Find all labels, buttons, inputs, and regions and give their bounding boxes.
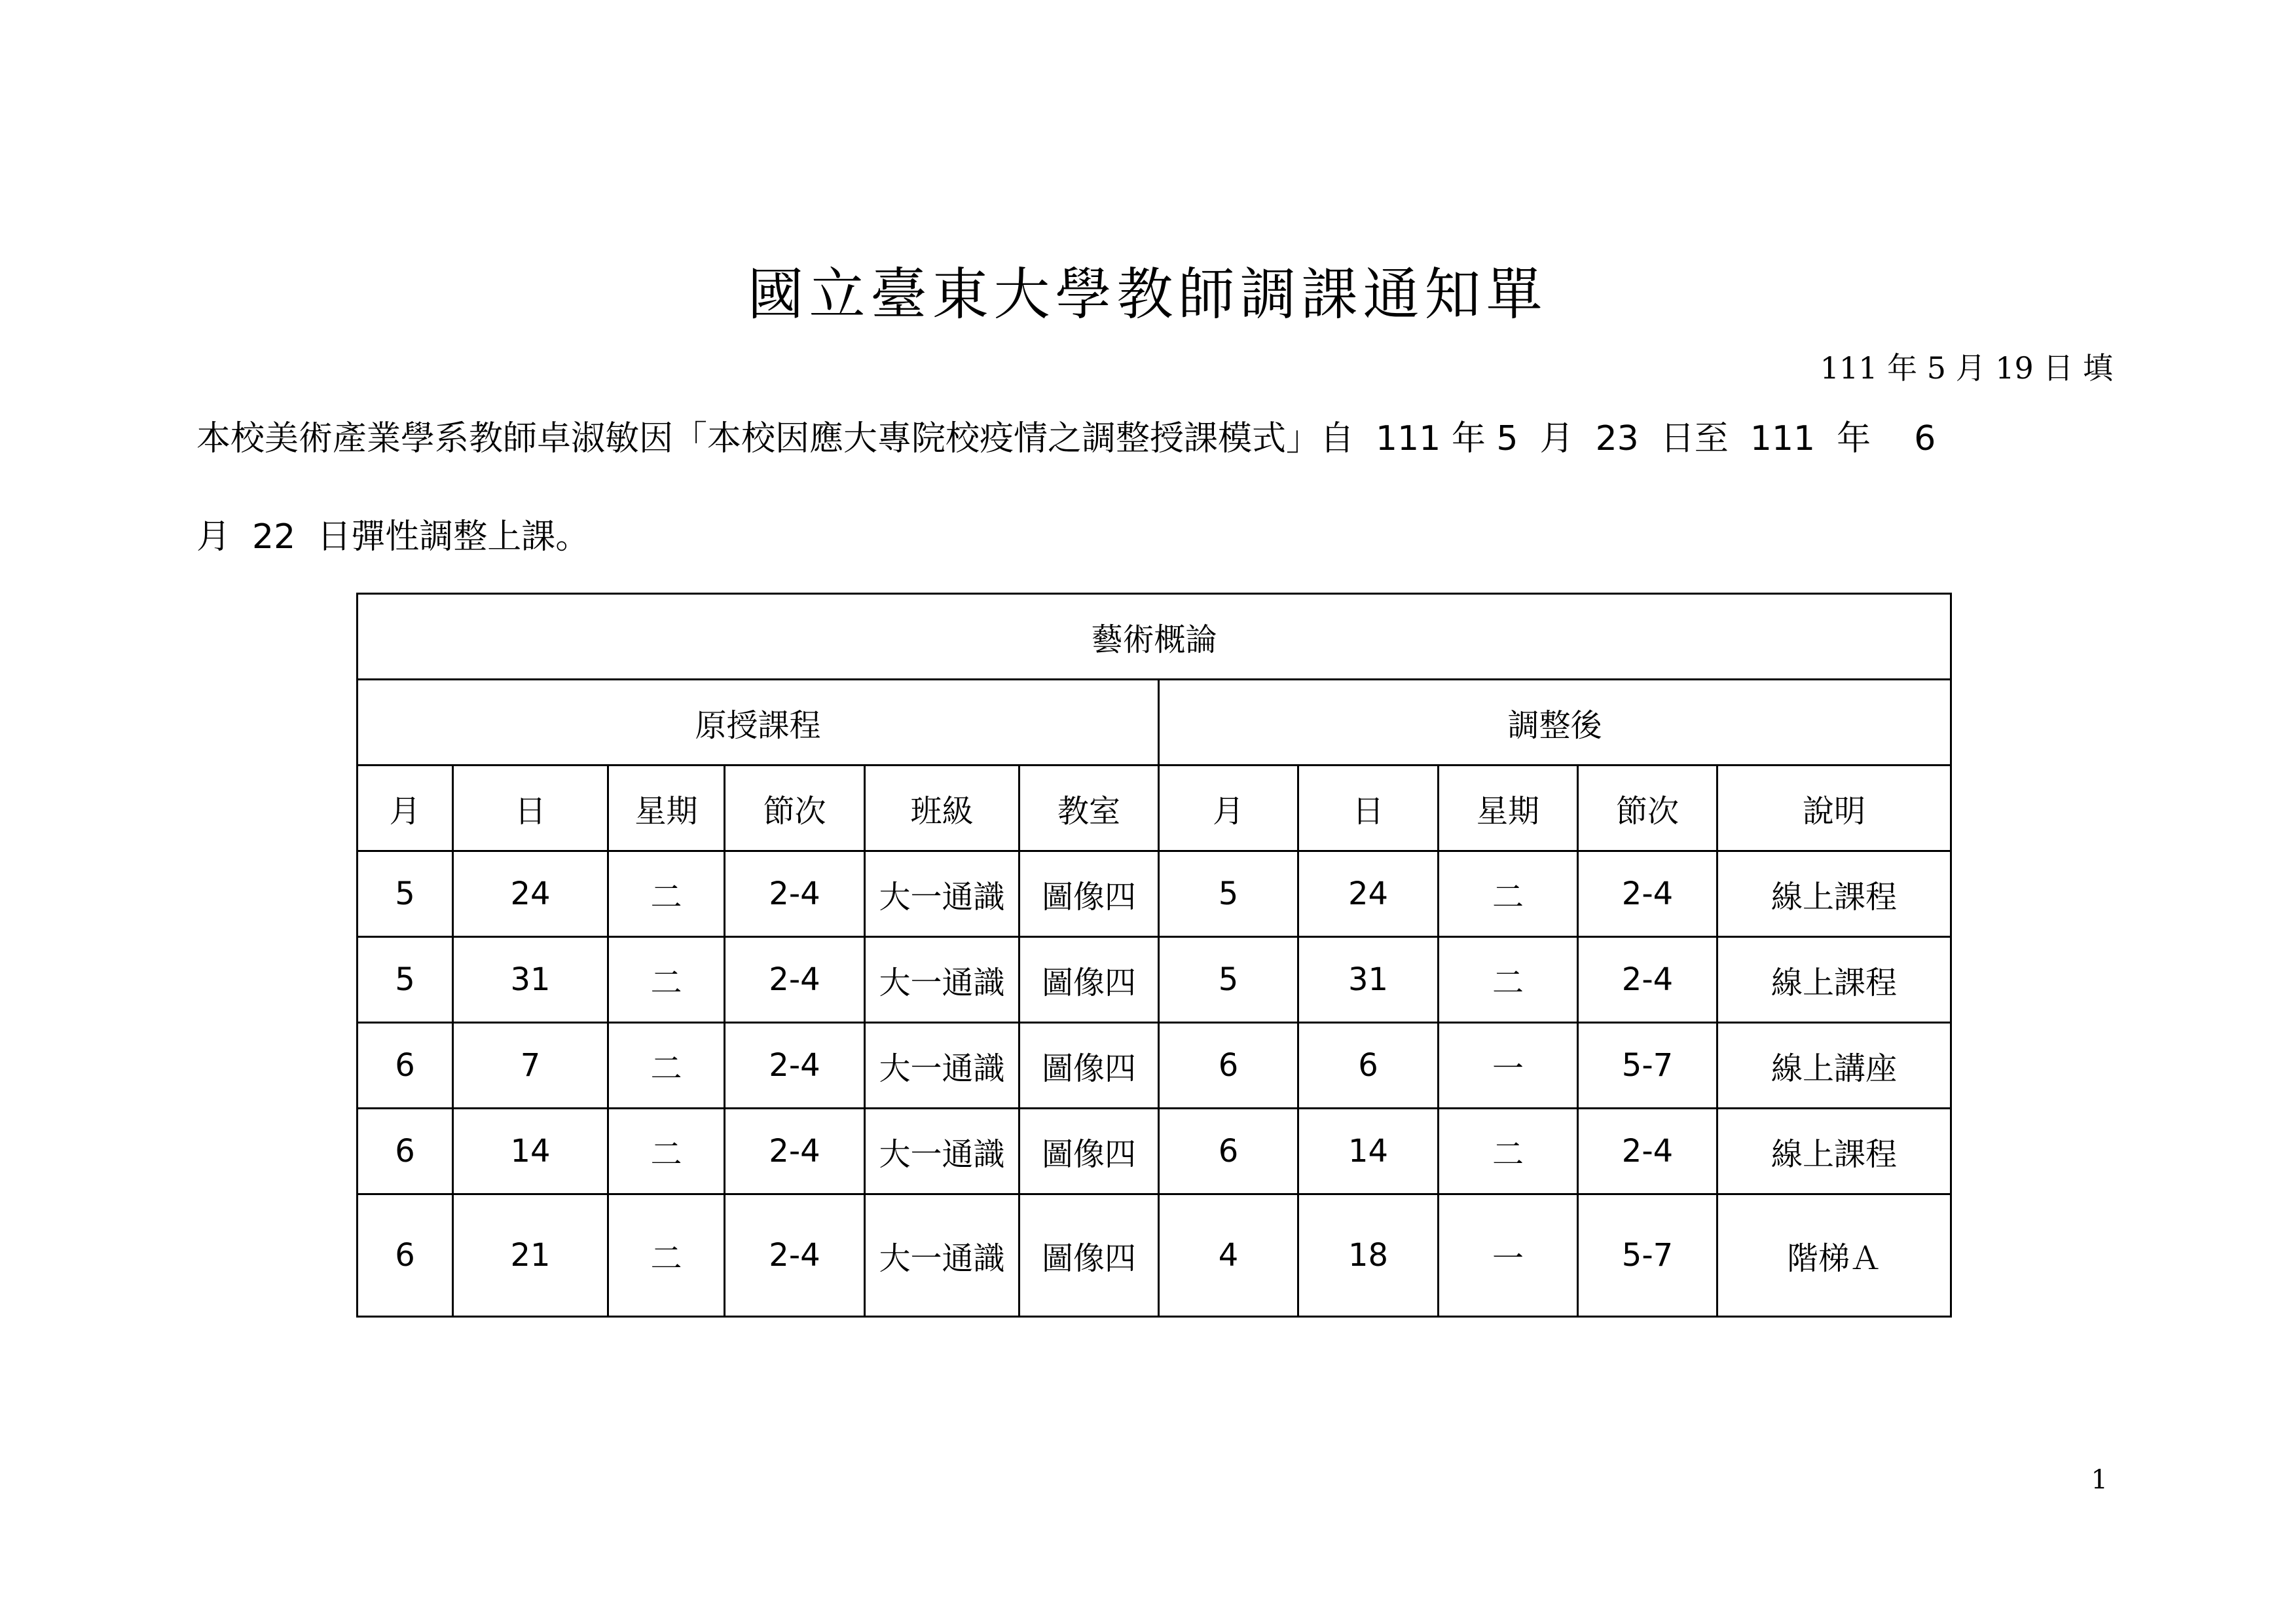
table-cell: 二 xyxy=(1439,937,1578,1023)
table-cell: 31 xyxy=(1298,937,1439,1023)
table-cell: 18 xyxy=(1298,1194,1439,1317)
table-cell: 2-4 xyxy=(1578,851,1717,937)
column-header: 節次 xyxy=(725,766,865,851)
table-cell: 2-4 xyxy=(725,1023,865,1109)
table-cell: 5 xyxy=(358,851,453,937)
table-cell: 二 xyxy=(608,937,725,1023)
table-row xyxy=(358,937,1951,1023)
table-cell: 14 xyxy=(453,1109,608,1194)
column-header: 星期 xyxy=(608,766,725,851)
table-row xyxy=(358,851,1951,937)
table-cell: 6 xyxy=(1298,1023,1439,1109)
table-cell: 一 xyxy=(1439,1194,1578,1317)
table-row xyxy=(358,1194,1951,1317)
table-cell: 5 xyxy=(1159,851,1298,937)
table-row xyxy=(358,1109,1951,1194)
table-cell: 6 xyxy=(358,1194,453,1317)
column-header: 星期 xyxy=(1439,766,1578,851)
table-cell: 二 xyxy=(608,1194,725,1317)
table-cell: 5 xyxy=(1159,937,1298,1023)
table-cell: 2-4 xyxy=(725,937,865,1023)
table-cell: 5-7 xyxy=(1578,1194,1717,1317)
table-cell: 2-4 xyxy=(725,1194,865,1317)
table-cell: 大一通識 xyxy=(865,1194,1019,1317)
column-header: 教室 xyxy=(1019,766,1159,851)
page-number: 1 xyxy=(2091,1465,2108,1495)
table-cell: 6 xyxy=(358,1109,453,1194)
column-header: 說明 xyxy=(1717,766,1951,851)
table-cell: 線上講座 xyxy=(1717,1023,1951,1109)
table-cell: 一 xyxy=(1439,1023,1578,1109)
table-cell: 2-4 xyxy=(1578,1109,1717,1194)
column-header: 節次 xyxy=(1578,766,1717,851)
table-cell: 二 xyxy=(1439,1109,1578,1194)
table-cell: 4 xyxy=(1159,1194,1298,1317)
table-cell: 圖像四 xyxy=(1019,1109,1159,1194)
table-cell: 大一通識 xyxy=(865,1109,1019,1194)
table-cell: 大一通識 xyxy=(865,1023,1019,1109)
adjusted-course-header: 調整後 xyxy=(1159,680,1951,766)
table-cell: 24 xyxy=(1298,851,1439,937)
table-cell: 二 xyxy=(608,851,725,937)
original-course-header: 原授課程 xyxy=(358,680,1159,766)
course-name-row xyxy=(358,594,1951,680)
table-cell: 14 xyxy=(1298,1109,1439,1194)
table-cell: 線上課程 xyxy=(1717,851,1951,937)
table-cell: 31 xyxy=(453,937,608,1023)
column-header: 日 xyxy=(1298,766,1439,851)
table-cell: 階梯Ａ xyxy=(1717,1194,1951,1317)
table-cell: 2-4 xyxy=(725,1109,865,1194)
table-cell: 二 xyxy=(608,1023,725,1109)
table-cell: 二 xyxy=(1439,851,1578,937)
table-cell: 圖像四 xyxy=(1019,1023,1159,1109)
table-cell: 大一通識 xyxy=(865,937,1019,1023)
table-cell: 6 xyxy=(1159,1109,1298,1194)
table-cell: 5-7 xyxy=(1578,1023,1717,1109)
table-cell: 圖像四 xyxy=(1019,1194,1159,1317)
column-header: 日 xyxy=(453,766,608,851)
column-header: 月 xyxy=(1159,766,1298,851)
table-cell: 二 xyxy=(608,1109,725,1194)
fill-date: 111 年 5 月 19 日 填 xyxy=(1820,350,2113,386)
table-cell: 圖像四 xyxy=(1019,851,1159,937)
table-cell: 6 xyxy=(358,1023,453,1109)
column-header-row xyxy=(358,766,1951,851)
table-cell: 24 xyxy=(453,851,608,937)
table-cell: 線上課程 xyxy=(1717,937,1951,1023)
table-cell: 2-4 xyxy=(725,851,865,937)
document-title: 國立臺東大學教師調課通知單 xyxy=(747,262,1548,327)
table-cell: 2-4 xyxy=(1578,937,1717,1023)
table-row xyxy=(358,1023,1951,1109)
column-header: 月 xyxy=(358,766,453,851)
table-cell: 21 xyxy=(453,1194,608,1317)
notice-text-line-2: 月 22 日彈性調整上課。 xyxy=(196,517,590,557)
column-header: 班級 xyxy=(865,766,1019,851)
table-cell: 圖像四 xyxy=(1019,937,1159,1023)
course-name-cell: 藝術概論 xyxy=(358,594,1951,680)
table-cell: 5 xyxy=(358,937,453,1023)
schedule-table xyxy=(356,593,1952,1318)
section-header-row xyxy=(358,680,1951,766)
table-cell: 6 xyxy=(1159,1023,1298,1109)
table-cell: 線上課程 xyxy=(1717,1109,1951,1194)
table-cell: 7 xyxy=(453,1023,608,1109)
notice-text-line-1: 本校美術產業學系教師卓淑敏因「本校因應大專院校疫情之調整授課模式」自 111 年 5 月 23 日至 111 年 6 xyxy=(196,419,1936,458)
table-cell: 大一通識 xyxy=(865,851,1019,937)
